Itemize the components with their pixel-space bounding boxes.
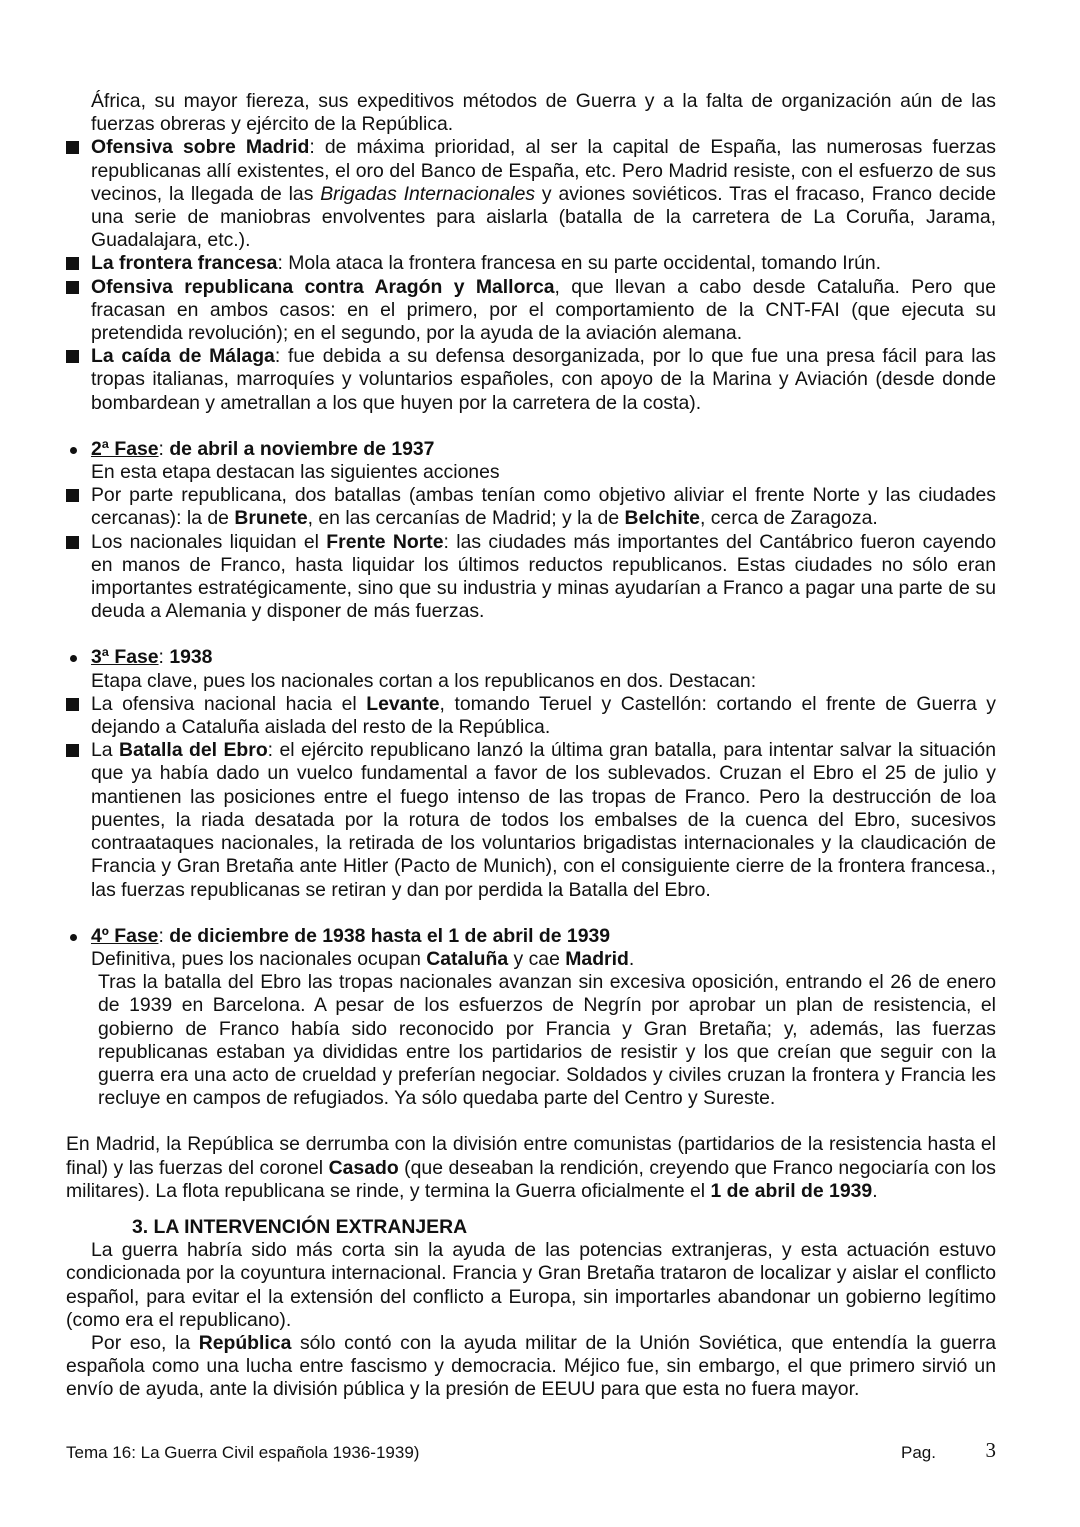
phase-2-heading: 2ª Fase: de abril a noviembre de 1937 (66, 438, 996, 461)
square-bullet-icon (66, 536, 79, 549)
page-content (66, 90, 996, 1402)
list-item: Ofensiva sobre Madrid: de máxima prioridad, al ser la capital de España, las numerosas fuerzas republicanas allí existentes, el oro del Banco de España, etc. Pero Madrid resiste, con el esfuerzo de sus vecinos, la llegada de las Brigadas Internacionales y aviones soviéticos. Tras el fracaso, Franco decide una serie de maniobras envolventes para aislarla (batalla de la carretera de La Coruña, Jarama, Guadalajara, etc.). (66, 136, 996, 252)
list-item: La ofensiva nacional hacia el Levante, tomando Teruel y Castellón: cortando el frente de Guerra y dejando a Cataluña aislada del resto de la República. (66, 693, 996, 739)
section-3-paragraph-2: Por eso, la República sólo contó con la ayuda militar de la Unión Soviética, que entendía la guerra española como una lucha entre fascismo y democracia. Méjico fue, sin embargo, el que primero sirvió un envío de ayuda, ante la división pública y la presión de EEUU para que esta no fuera mayor. (66, 1331, 996, 1401)
phase-4-body: Tras la batalla del Ebro las tropas nacionales avanzan sin excesiva oposición, entrando el 26 de enero de 1939 en Barcelona. A pesar de los esfuerzos de Negrín por aprobar un plan de resistencia, el gobierno de Franco había sido reconocido por Francia y Gran Bretaña; y, además, las fuerzas republicanas estaban ya divididas entre los partidarios de resistir y los que creían que seguir con la guerra era una acto de crueldad y preferían negociar. Soldados y civiles cruzan la frontera y Francia les recluye en campos de refugiados. Ya sólo quedaba parte del Centro y Sureste. (98, 971, 996, 1110)
list-item: La Batalla del Ebro: el ejército republicano lanzó la última gran batalla, para intentar salvar la situación que ya había dado un vuelco fundamental a favor de los sublevados. Cruzan el Ebro el 25 de julio y mantienen las posiciones entre el fuego intenso de las tropas de Franco. Pero la destrucción de loa puentes, la riada desatada por la rotura de todos los embalses de la cuenca del Ebro, sucesivos contraataques nacionales, la retirada de los voluntarios brigadistas internacionales y la claudicación de Francia y Gran Bretaña ante Hitler (Pacto de Munich), con el consiguiente cierre de la frontera francesa., las fuerzas republicanas se retiran y dan por perdida la Batalla del Ebro. (66, 739, 996, 901)
square-bullet-icon (66, 257, 79, 270)
footer-title: Tema 16: La Guerra Civil española 1936-1939) (66, 1443, 420, 1462)
list-item: La frontera francesa: Mola ataca la frontera francesa en su parte occidental, tomando Irún. (66, 252, 996, 275)
phase-3-heading: 3ª Fase: 1938 (66, 646, 996, 669)
round-bullet-icon (70, 655, 77, 662)
section-3-title: 3. LA INTERVENCIÓN EXTRANJERA (132, 1215, 468, 1238)
round-bullet-icon (70, 447, 77, 454)
round-bullet-icon (70, 934, 77, 941)
list-item: Ofensiva republicana contra Aragón y Mallorca, que llevan a cabo desde Cataluña. Pero que fracasan en ambos casos: en el primero, por el comportamiento de la CNT-FAI (que ejecuta su pretendida revolución); en el segundo, por la ayuda de la aviación alemana. (66, 276, 996, 346)
madrid-paragraph: En Madrid, la República se derrumba con la división entre comunistas (partidarios de la resistencia hasta el final) y las fuerzas del coronel Casado (que deseaban la rendición, creyendo que Franco negociaría con los militares). La flota republicana se rinde, y termina la Guerra oficialmente el 1 de abril de 1939. (66, 1133, 996, 1202)
phase-4-intro: Definitiva, pues los nacionales ocupan Cataluña y cae Madrid. (91, 947, 635, 970)
square-bullet-icon (66, 744, 79, 757)
list-item: Por parte republicana, dos batallas (ambas tenían como objetivo aliviar el frente Norte y las ciudades cercanas): la de Brunete, en las cercanías de Madrid; y la de Belchite, cerca de Zaragoza. (66, 484, 996, 530)
square-bullet-icon (66, 489, 79, 502)
list-item: La caída de Málaga: fue debida a su defensa desorganizada, por lo que fue una presa fácil para las tropas italianas, marroquíes y voluntarios españoles, con apoyo de la Marina y Aviación (desde donde bombardean y ametrallan a los que huyen por la carretera de la costa). (66, 345, 996, 415)
phase-4-heading: 4º Fase: de diciembre de 1938 hasta el 1 de abril de 1939 (66, 925, 996, 948)
page-number: 3 (985, 1438, 996, 1462)
square-bullet-icon (66, 141, 79, 154)
square-bullet-icon (66, 350, 79, 363)
phase-2-intro: En esta etapa destacan las siguientes acciones (91, 461, 500, 484)
page-footer (66, 1438, 996, 1464)
intro-continuation: África, su mayor fiereza, sus expeditivos métodos de Guerra y a la falta de organización aún de las fuerzas obreras y ejército de la República. (91, 90, 996, 136)
footer-page-label: Pag. (901, 1443, 936, 1462)
square-bullet-icon (66, 698, 79, 711)
phase-3-intro: Etapa clave, pues los nacionales cortan a los republicanos en dos. Destacan: (91, 669, 757, 692)
square-bullet-icon (66, 281, 79, 294)
list-item: Los nacionales liquidan el Frente Norte: las ciudades más importantes del Cantábrico fueron cayendo en manos de Franco, hasta liquidar los últimos reductos republicanos. Estas ciudades no sólo eran importantes estratégicamente, sino que su industria y minas ayudarían a Franco a pagar una parte de su deuda a Alemania y disponer de más fuerzas. (66, 531, 996, 624)
section-3-paragraph-1: La guerra habría sido más corta sin la ayuda de las potencias extranjeras, y esta actuación estuvo condicionada por la coyuntura internacional. Francia y Gran Bretaña trataron de localizar y aislar el conflicto español, para evitar el la extensión del conflicto a Europa, sin importarles abandonar un gobierno legítimo (como era el republicano). (66, 1239, 996, 1331)
